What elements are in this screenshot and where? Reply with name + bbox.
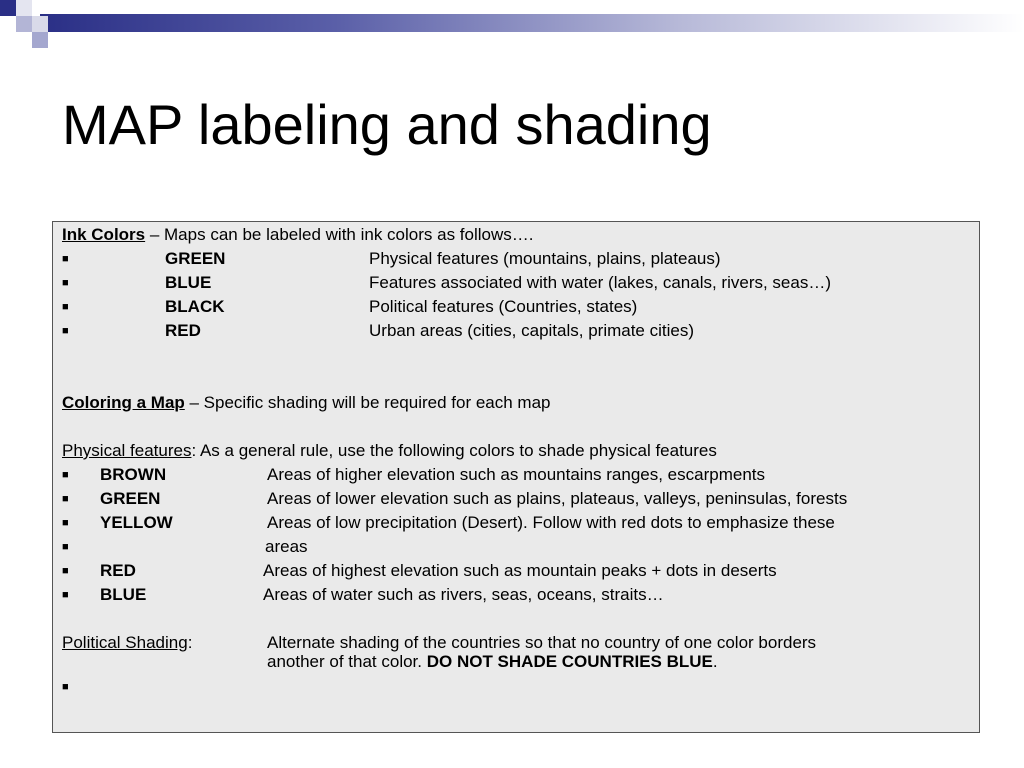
bullet-icon: ■: [62, 541, 69, 553]
decor-square: [48, 32, 60, 44]
political-line-1: Alternate shading of the countries so that no country of one color borders: [267, 633, 817, 652]
coloring-heading: Coloring a Map: [62, 393, 185, 412]
bullet-icon: ■: [62, 277, 69, 289]
ink-desc: Political features (Countries, states): [369, 297, 638, 316]
decor-square: [16, 16, 32, 32]
ink-color: BLACK: [165, 297, 225, 316]
physical-desc: Areas of higher elevation such as mountains ranges, escarpments: [267, 465, 765, 484]
decor-square: [0, 16, 16, 32]
ink-intro: – Maps can be labeled with ink colors as follows….: [145, 225, 534, 244]
physical-heading: Physical features: [62, 441, 192, 460]
bullet-icon: ■: [62, 253, 69, 265]
content-box: [52, 221, 980, 733]
bullet-icon: ■: [62, 301, 69, 313]
bullet-icon: ■: [62, 681, 69, 693]
header-gradient-bar: [40, 14, 1024, 32]
political-heading: Political Shading: [62, 633, 188, 652]
bullet-icon: ■: [62, 517, 69, 529]
ink-color: GREEN: [165, 249, 226, 268]
physical-line: [62, 441, 717, 461]
ink-desc: Urban areas (cities, capitals, primate cities): [369, 321, 695, 340]
decor-square: [32, 32, 48, 48]
physical-intro: : As a general rule, use the following colors to shade physical features: [191, 441, 717, 460]
physical-desc: areas: [265, 537, 308, 556]
political-line-2-text: another of that color.: [267, 652, 427, 671]
bullet-icon: ■: [62, 469, 69, 481]
bullet-icon: ■: [62, 589, 69, 601]
physical-color: RED: [100, 561, 136, 580]
physical-desc: Areas of highest elevation such as mountain peaks + dots in deserts: [263, 561, 777, 580]
political-emphasis: DO NOT SHADE COUNTRIES BLUE: [426, 652, 713, 671]
decor-square: [16, 0, 32, 16]
political-period: .: [712, 652, 718, 671]
bullet-icon: ■: [62, 325, 69, 337]
ink-heading: Ink Colors: [62, 225, 146, 244]
coloring-intro: – Specific shading will be required for each map: [184, 393, 551, 412]
physical-color: BROWN: [100, 465, 167, 484]
political-label: [62, 633, 192, 653]
political-colon: :: [187, 633, 193, 652]
ink-desc: Physical features (mountains, plains, plateaus): [369, 249, 721, 268]
ink-color: BLUE: [165, 273, 212, 292]
bullet-icon: ■: [62, 565, 69, 577]
physical-color: YELLOW: [100, 513, 173, 532]
political-line-2: [267, 652, 718, 672]
physical-color: BLUE: [100, 585, 147, 604]
decor-square: [0, 0, 16, 16]
ink-desc: Features associated with water (lakes, canals, rivers, seas…): [369, 273, 832, 292]
ink-color: RED: [165, 321, 201, 340]
ink-intro-line: [62, 225, 533, 245]
bullet-icon: ■: [62, 493, 69, 505]
physical-desc: Areas of water such as rivers, seas, oceans, straits…: [263, 585, 664, 604]
physical-desc: Areas of lower elevation such as plains, plateaus, valleys, peninsulas, forests: [267, 489, 848, 508]
coloring-line: [62, 393, 550, 413]
physical-desc: Areas of low precipitation (Desert). Follow with red dots to emphasize these: [267, 513, 835, 532]
decor-square: [32, 16, 48, 32]
slide-title: MAP labeling and shading: [62, 93, 712, 156]
physical-color: GREEN: [100, 489, 161, 508]
